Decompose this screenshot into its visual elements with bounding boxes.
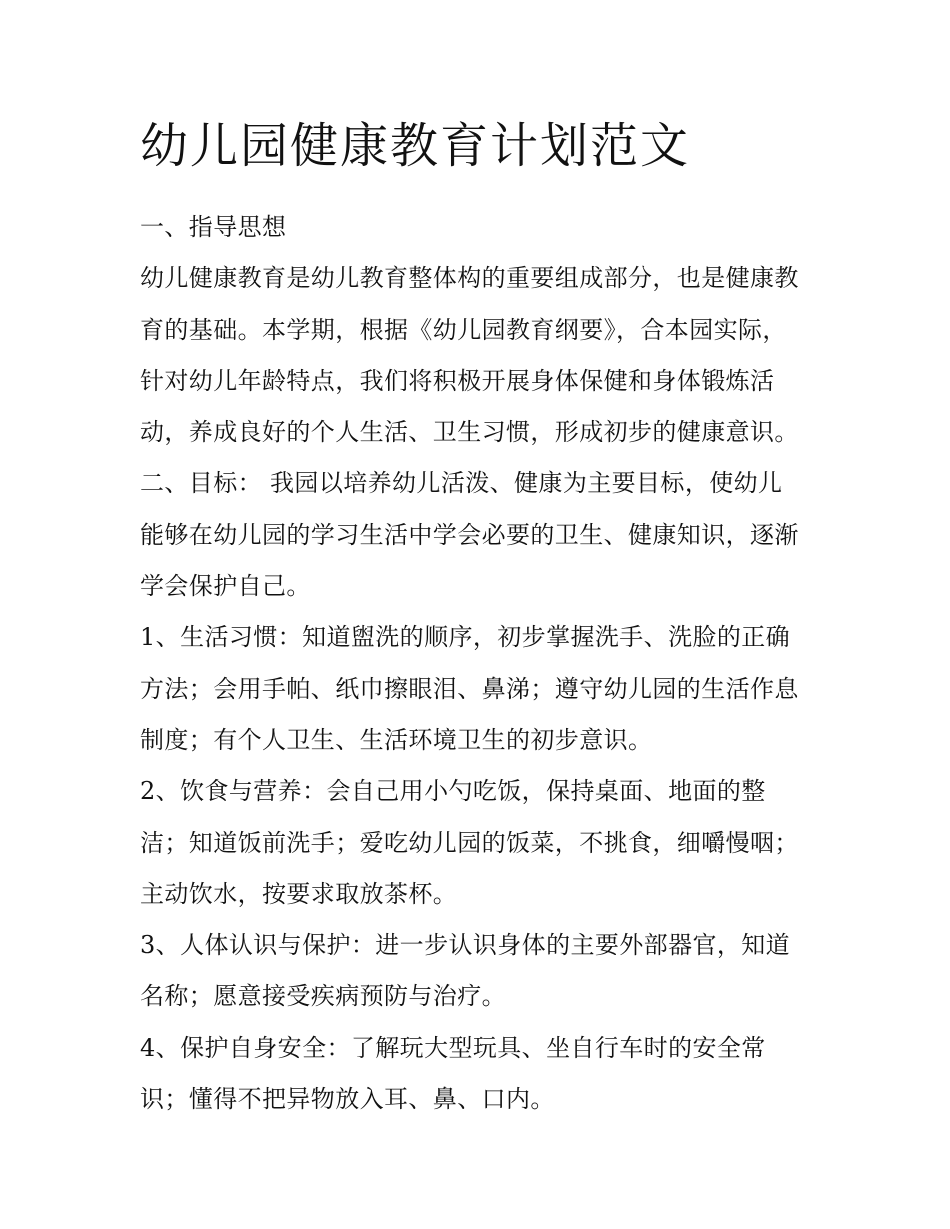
paragraph-line: 能够在幼儿园的学习生活中学会必要的卫生、健康知识，逐渐: [140, 520, 799, 549]
paragraph-line: 学会保护自己。: [140, 572, 311, 601]
list-item-body-awareness: 3、人体认识与保护：进一步认识身体的主要外部器官，知道: [140, 931, 791, 960]
list-item-self-safety: 4、保护自身安全：了解玩大型玩具、坐自行车时的安全常: [140, 1033, 766, 1062]
paragraph-line: 名称；愿意接受疾病预防与治疗。: [140, 982, 506, 1011]
paragraph-line: 主动饮水，按要求取放茶杯。: [140, 879, 458, 908]
section-heading-guiding-ideology: 一、指导思想: [140, 213, 287, 241]
document-body: [140, 202, 830, 1125]
paragraph-line: 方法；会用手帕、纸巾擦眼泪、鼻涕；遵守幼儿园的生活作息: [140, 674, 799, 703]
list-item-diet-nutrition: 2、饮食与营养：会自己用小勺吃饭，保持桌面、地面的整: [140, 777, 766, 806]
paragraph-line: 识；懂得不把异物放入耳、鼻、口内。: [140, 1085, 555, 1114]
section-heading-goals: 二、目标： 我园以培养幼儿活泼、健康为主要目标，使幼儿: [140, 469, 783, 498]
paragraph-line: 育的基础。本学期，根据《幼儿园教育纲要》，合本园实际，: [140, 315, 787, 344]
paragraph-line: 幼儿健康教育是幼儿教育整体构的重要组成部分，也是健康教: [140, 264, 799, 293]
document-title: 幼儿园健康教育计划范文: [140, 118, 691, 174]
list-item-living-habits: 1、生活习惯：知道盥洗的顺序，初步掌握洗手、洗脸的正确: [140, 623, 791, 652]
paragraph-line: 动，养成良好的个人生活、卫生习惯，形成初步的健康意识。: [140, 418, 799, 447]
paragraph-line: 洁；知道饭前洗手；爱吃幼儿园的饭菜，不挑食，细嚼慢咽；: [140, 828, 799, 857]
paragraph-line: 制度；有个人卫生、生活环境卫生的初步意识。: [140, 725, 653, 754]
paragraph-line: 针对幼儿年龄特点，我们将积极开展身体保健和身体锻炼活: [140, 366, 775, 395]
